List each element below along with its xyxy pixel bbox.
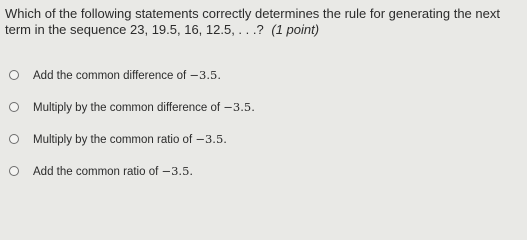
answer-option-3[interactable] xyxy=(9,131,255,146)
question-text xyxy=(5,6,525,38)
answer-option-4-label xyxy=(33,164,193,178)
answer-option-1-value: −3.5. xyxy=(189,67,222,82)
question-points: (1 point) xyxy=(271,22,320,37)
question-prompt: Which of the following statements correctly determines the rule for generating the next term in the sequence 23, 19.5, 16, 12.5, . . .? xyxy=(5,6,500,37)
radio-button-1[interactable] xyxy=(9,70,19,80)
answer-option-2-value: −3.5. xyxy=(223,99,255,114)
radio-button-2[interactable] xyxy=(9,102,19,112)
answer-option-3-label xyxy=(33,132,227,146)
answer-option-1[interactable] xyxy=(9,67,255,82)
answer-option-2[interactable] xyxy=(9,99,255,114)
answer-option-2-label xyxy=(33,100,255,114)
answer-option-4-value: −3.5. xyxy=(161,163,194,178)
answer-option-3-text: Multiply by the common ratio of xyxy=(33,133,196,146)
answer-option-2-text: Multiply by the common difference of xyxy=(33,101,224,114)
answer-option-4[interactable] xyxy=(9,163,255,178)
radio-button-4[interactable] xyxy=(9,166,19,176)
answer-option-1-label xyxy=(33,68,221,82)
answer-option-3-value: −3.5. xyxy=(195,131,227,146)
radio-button-3[interactable] xyxy=(9,134,19,144)
answer-option-4-text: Add the common ratio of xyxy=(33,165,162,178)
answer-option-1-text: Add the common difference of xyxy=(33,69,190,82)
answer-options xyxy=(9,67,255,195)
